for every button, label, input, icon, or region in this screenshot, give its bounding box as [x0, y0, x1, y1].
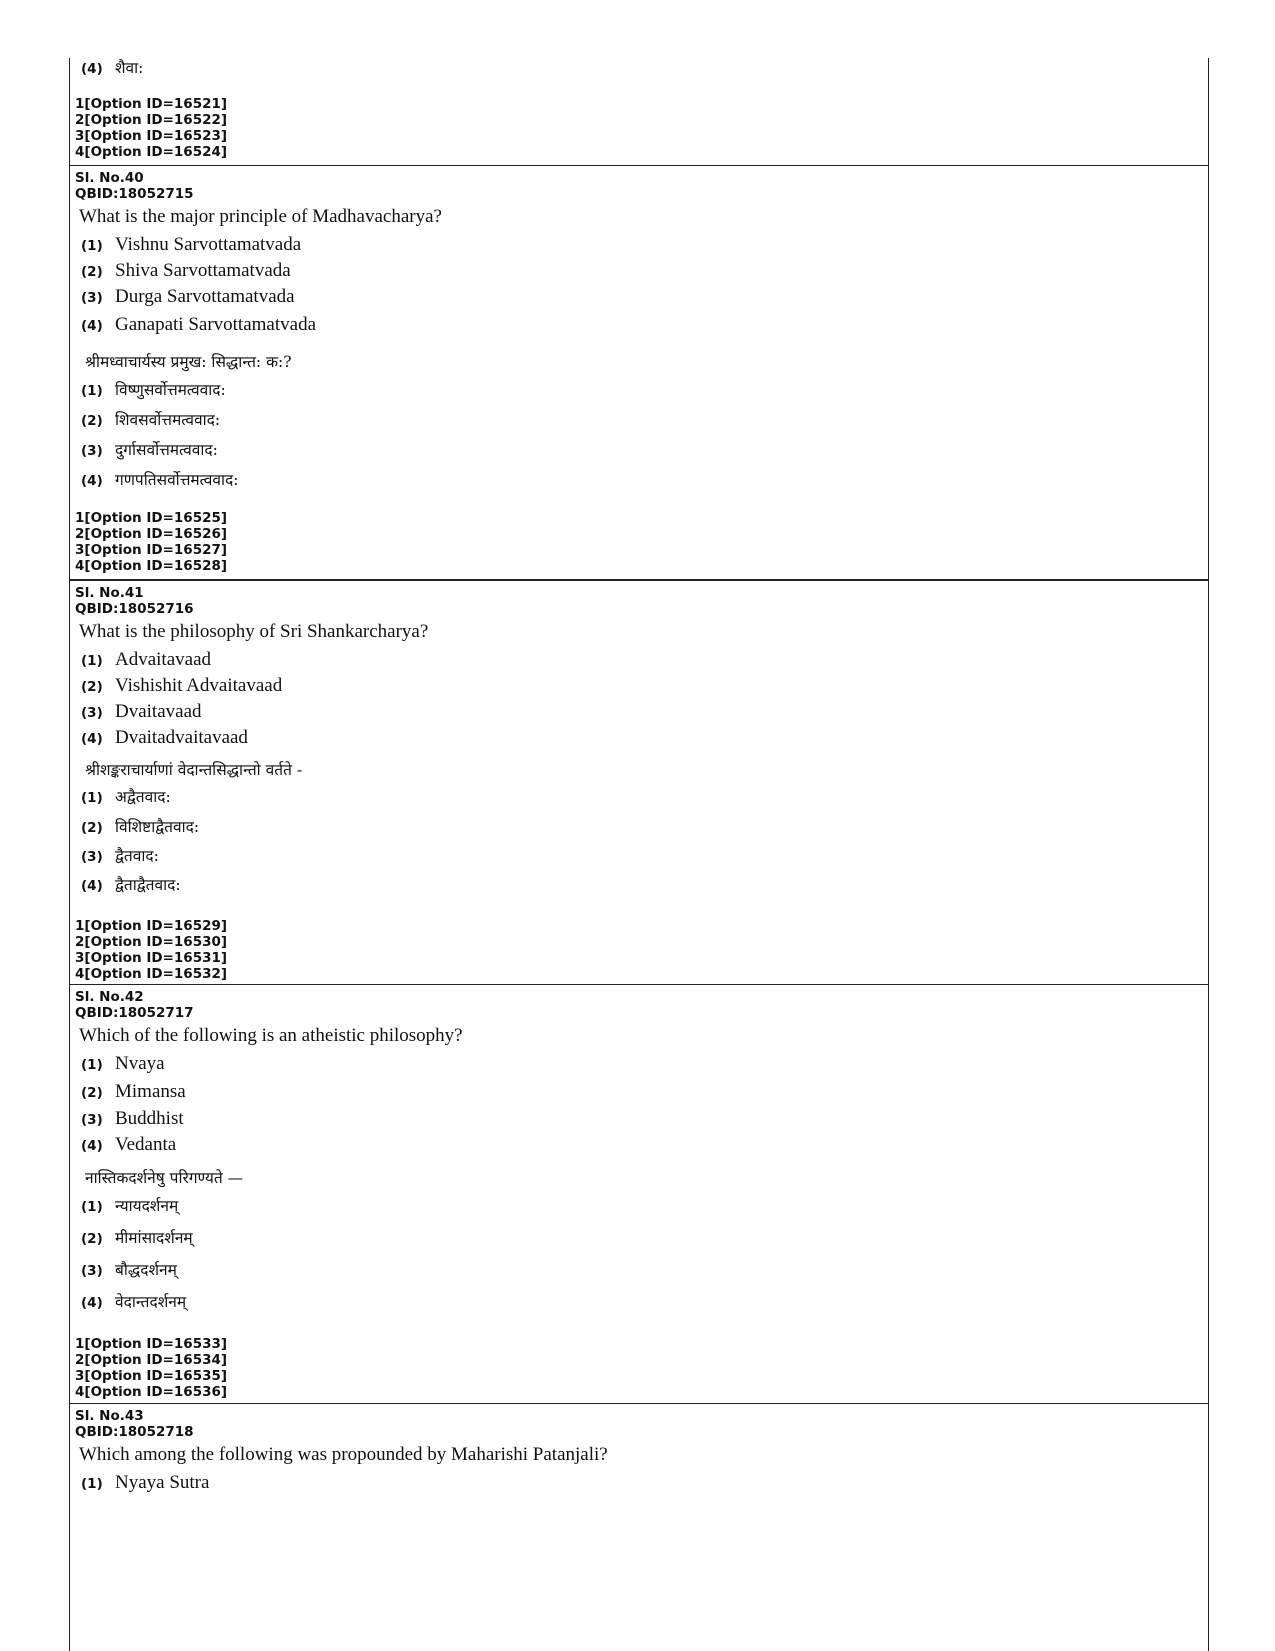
divider: [69, 984, 1209, 985]
option-number: (1): [81, 238, 103, 254]
option-hi-1: [75, 1194, 1209, 1226]
option-id: 4[Option ID=16532]: [75, 966, 228, 982]
question-block-43: [69, 1408, 1209, 1500]
option-text: Nyaya Sutra: [115, 1472, 210, 1493]
option-number: (3): [81, 849, 103, 865]
question-block-42: [69, 989, 1209, 1400]
option-text: न्यायदर्शनम्: [115, 1197, 179, 1215]
option-number: (2): [81, 1085, 103, 1101]
serial-number: Sl. No.43: [75, 1408, 144, 1424]
option-number: (2): [81, 264, 103, 280]
question-block-41: [69, 585, 1209, 982]
serial-number: Sl. No.42: [75, 989, 144, 1005]
option-number: (3): [81, 1263, 103, 1279]
question-text: Which among the following was propounded by Maharishi Patanjali?: [79, 1444, 608, 1465]
option-id: 3[Option ID=16523]: [75, 128, 228, 144]
option-id: 1[Option ID=16521]: [75, 96, 228, 112]
option-4: [75, 314, 1209, 346]
option-text: Durga Sarvottamatvada: [115, 286, 295, 307]
option-text: दुर्गासर्वोत्तमत्ववाद:: [115, 441, 218, 459]
option-hi-3: [75, 844, 1209, 873]
option-id: 3[Option ID=16531]: [75, 950, 228, 966]
option-hi-2: [75, 408, 1209, 438]
qbid: QBID:18052718: [75, 1424, 194, 1440]
option-hi-3: [75, 438, 1209, 468]
option-4: [75, 1134, 1209, 1162]
option-hi-2: [75, 815, 1209, 844]
option-text: विशिष्टाद्वैतवाद:: [115, 818, 200, 836]
option-text: Buddhist: [115, 1108, 184, 1129]
option-hi-4: [75, 56, 1209, 82]
option-id: 2[Option ID=16534]: [75, 1352, 228, 1368]
option-text: बौद्धदर्शनम्: [115, 1261, 177, 1279]
option-number: (4): [81, 1295, 103, 1311]
option-hi-4: [75, 468, 1209, 498]
option-id-list: [75, 510, 1209, 574]
option-text: Vishishit Advaitavaad: [115, 675, 283, 696]
question-block-40: [69, 170, 1209, 574]
option-text: Ganapati Sarvottamatvada: [115, 314, 317, 335]
option-number: (2): [81, 413, 103, 429]
option-number: (2): [81, 820, 103, 836]
option-text: Mimansa: [115, 1081, 186, 1102]
option-id: 4[Option ID=16528]: [75, 558, 228, 574]
option-text: Vedanta: [115, 1134, 177, 1155]
option-4: [75, 727, 1209, 755]
option-text: अद्वैतवाद:: [115, 788, 171, 806]
question-text-hindi: श्रीमध्वाचार्यस्य प्रमुख: सिद्धान्त: क:?: [85, 353, 292, 371]
option-id: 3[Option ID=16527]: [75, 542, 228, 558]
option-text: Dvaitavaad: [115, 701, 202, 722]
option-id: 2[Option ID=16530]: [75, 934, 228, 950]
divider: [69, 1403, 1209, 1404]
option-2: [75, 675, 1209, 701]
option-text: द्वैतवाद:: [115, 847, 159, 865]
option-number: (2): [81, 1231, 103, 1247]
option-2: [75, 1081, 1209, 1108]
option-text: मीमांसादर्शनम्: [115, 1229, 193, 1247]
option-text: शैवा:: [115, 59, 144, 77]
option-hi-1: [75, 378, 1209, 408]
question-text: What is the major principle of Madhavacharya?: [79, 206, 442, 227]
option-number: (1): [81, 790, 103, 806]
question-text: Which of the following is an atheistic philosophy?: [79, 1025, 463, 1046]
option-text: Nvaya: [115, 1053, 165, 1074]
option-id: 1[Option ID=16529]: [75, 918, 228, 934]
option-number: (4): [81, 473, 103, 489]
option-number: (4): [81, 878, 103, 894]
option-id-list: [75, 1336, 1209, 1400]
option-1: [75, 234, 1209, 260]
qbid: QBID:18052717: [75, 1005, 194, 1021]
option-1: [75, 1053, 1209, 1081]
option-number: (2): [81, 679, 103, 695]
question-text-hindi: श्रीशङ्कराचार्याणां वेदान्तसिद्धान्तो वर्तते -: [85, 761, 303, 779]
option-number: (3): [81, 705, 103, 721]
option-text: Advaitavaad: [115, 649, 212, 670]
option-hi-2: [75, 1226, 1209, 1258]
option-text: विष्णुसर्वोत्तमत्ववाद:: [115, 381, 226, 399]
option-id: 2[Option ID=16522]: [75, 112, 228, 128]
option-number: (4): [81, 61, 103, 77]
question-text-hindi: नास्तिकदर्शनेषु परिगण्यते —: [85, 1169, 244, 1187]
question-39-fragment: [69, 56, 1209, 160]
option-3: [75, 1108, 1209, 1134]
divider: [69, 579, 1209, 581]
option-text: शिवसर्वोत्तमत्ववाद:: [115, 411, 221, 429]
option-2: [75, 260, 1209, 286]
option-text: Dvaitadvaitavaad: [115, 727, 248, 748]
option-text: Shiva Sarvottamatvada: [115, 260, 291, 281]
qbid: QBID:18052715: [75, 186, 194, 202]
option-text: द्वैताद्वैतवाद:: [115, 876, 181, 894]
option-number: (4): [81, 731, 103, 747]
option-number: (3): [81, 1112, 103, 1128]
option-hi-3: [75, 1258, 1209, 1290]
option-number: (1): [81, 653, 103, 669]
option-id: 4[Option ID=16524]: [75, 144, 228, 160]
option-id: 1[Option ID=16525]: [75, 510, 228, 526]
option-number: (4): [81, 1138, 103, 1154]
serial-number: Sl. No.41: [75, 585, 144, 601]
option-3: [75, 286, 1209, 314]
divider: [69, 165, 1209, 166]
option-number: (3): [81, 443, 103, 459]
option-id: 4[Option ID=16536]: [75, 1384, 228, 1400]
option-hi-4: [75, 873, 1209, 902]
option-id: 3[Option ID=16535]: [75, 1368, 228, 1384]
option-number: (1): [81, 383, 103, 399]
option-id-list: [75, 918, 1209, 982]
option-number: (4): [81, 318, 103, 334]
option-hi-1: [75, 785, 1209, 815]
option-text: वेदान्तदर्शनम्: [115, 1293, 187, 1311]
option-1: [75, 649, 1209, 675]
qbid: QBID:18052716: [75, 601, 194, 617]
option-number: (1): [81, 1057, 103, 1073]
option-id: 2[Option ID=16526]: [75, 526, 228, 542]
option-id-list: [75, 96, 1209, 160]
option-id: 1[Option ID=16533]: [75, 1336, 228, 1352]
option-hi-4: [75, 1290, 1209, 1322]
option-text: गणपतिसर्वोत्तमत्ववाद:: [115, 471, 239, 489]
option-3: [75, 701, 1209, 727]
option-1: [75, 1472, 1209, 1500]
option-number: (1): [81, 1476, 103, 1492]
question-text: What is the philosophy of Sri Shankarcharya?: [79, 621, 429, 642]
serial-number: Sl. No.40: [75, 170, 144, 186]
option-number: (3): [81, 290, 103, 306]
option-text: Vishnu Sarvottamatvada: [115, 234, 302, 255]
option-number: (1): [81, 1199, 103, 1215]
